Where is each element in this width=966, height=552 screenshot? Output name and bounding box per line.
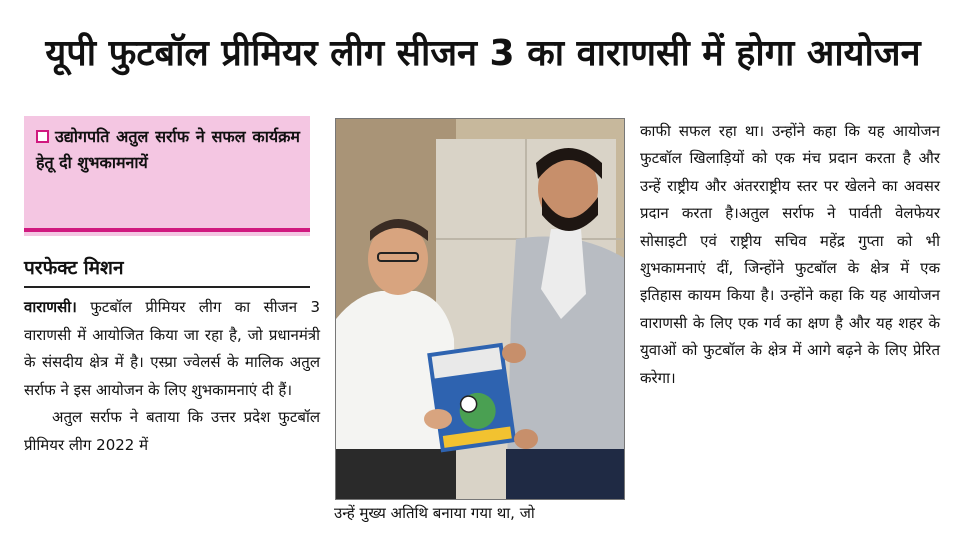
headline: यूपी फुटबॉल प्रीमियर लीग सीजन 3 का वाराणसी में होगा आयोजन (45, 33, 921, 74)
photo-illustration (336, 119, 625, 500)
photo-caption: उन्हें मुख्य अतिथि बनाया गया था, जो (334, 504, 535, 522)
left-column-article (24, 294, 320, 459)
article-paragraph-1: फुटबॉल प्रीमियर लीग का सीजन 3 वाराणसी में आयोजित किया जा रहा है, जो प्रधानमंत्री के संसदीय क्षेत्र में है। एस्प्रा ज्वेलर्स के मालिक अतुल सर्राफ ने इस आयोजन के लिए शुभकामनाएं दी हैं। (24, 298, 320, 399)
news-photo (335, 118, 625, 500)
article-paragraph-2: अतुल सर्राफ ने बताया कि उत्तर प्रदेश फुटबॉल प्रीमियर लीग 2022 में (24, 408, 320, 454)
section-title: परफेक्ट मिशन (24, 257, 124, 279)
right-column-article (640, 118, 940, 392)
section-divider (24, 286, 310, 288)
dateline: वाराणसी। (24, 298, 77, 316)
callout-underline (24, 228, 310, 232)
article-paragraph-3: काफी सफल रहा था। उन्होंने कहा कि यह आयोजन फुटबॉल खिलाड़ियों को एक मंच प्रदान करता है और उन्हें राष्ट्रीय और अंतरराष्ट्रीय स्तर पर खेलने का अवसर प्रदान करता है।अतुल सर्राफ ने पार्वती वेलफेयर सोसाइटी एवं राष्ट्रीय सचिव महेंद्र गुप्ता को भी शुभकामनाएं दीं, जिन्होंने फुटबॉल के क्षेत्र में एक इतिहास कायम किया है। उन्होंने कहा कि यह आयोजन वाराणसी के लिए एक गर्व का क्षण है और यह शहर के युवाओं को फुटबॉल के क्षेत्र में आगे बढ़ने के लिए प्रेरित करेगा। (640, 122, 940, 387)
highlight-callout (24, 116, 310, 236)
callout-text: उद्योगपति अतुल सर्राफ ने सफल कार्यक्रम हेतू दी शुभकामनायें (36, 127, 300, 172)
square-bullet-icon (36, 130, 49, 143)
